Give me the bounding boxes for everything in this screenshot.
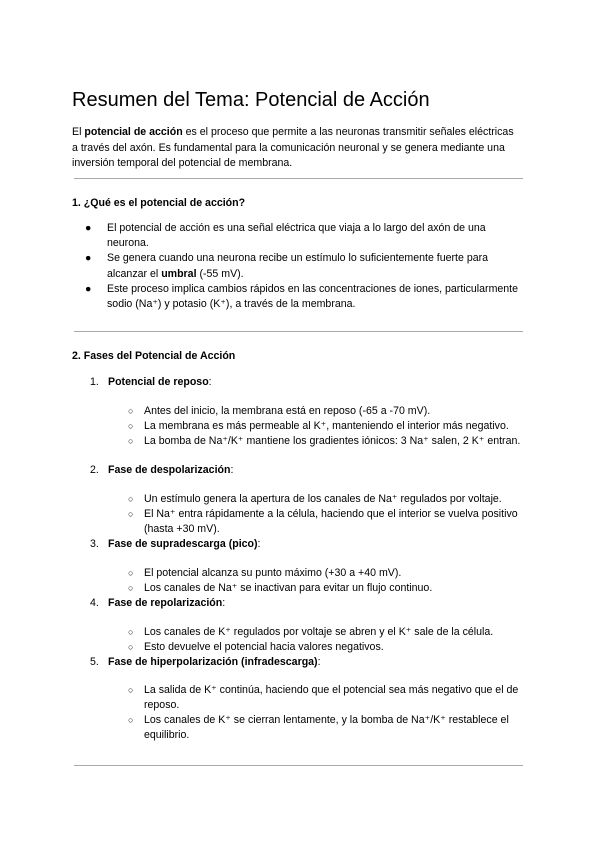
circle-bullet-icon: ○ [128,436,134,446]
intro-bold-term: potencial de acción [84,126,183,138]
phase-title-text: Fase de supradescarga (pico) [108,538,258,550]
divider-3 [74,765,523,766]
circle-bullet-icon: ○ [128,509,134,519]
phase-colon: : [317,656,321,668]
phase-colon: : [230,464,234,476]
list-item-text: Antes del inicio, la membrana está en reposo (-65 a -70 mV). [144,405,431,417]
list-item [72,640,524,655]
phase-4-list [72,625,524,655]
list-item-text: La salida de K⁺ continúa, haciendo que el potencial sea más negativo que el de reposo. [144,684,519,711]
list-item [72,434,524,449]
list-item-text: Los canales de K⁺ regulados por voltaje se abren y el K⁺ sale de la célula. [144,626,494,638]
list-item-text: La membrana es más permeable al K⁺, manteniendo el interior más negativo. [144,420,509,432]
circle-bullet-icon: ○ [128,583,134,593]
phase-title [108,463,233,478]
circle-bullet-icon: ○ [128,494,134,504]
phase-title [108,375,212,390]
list-item-text: Los canales de K⁺ se cierran lentamente, y la bomba de Na⁺/K⁺ restablece el equilibrio. [144,714,509,741]
list-item-text: Este proceso implica cambios rápidos en las concentraciones de iones, particularmente sodio (Na⁺) y potasio (K⁺), a través de la membrana. [107,282,519,311]
intro-text-start: El [72,126,85,138]
divider-2 [74,331,523,332]
phase-1-list [72,404,524,449]
circle-bullet-icon: ○ [128,406,134,416]
list-item-text: La bomba de Na⁺/K⁺ mantiene los gradientes iónicos: 3 Na⁺ salen, 2 K⁺ entran. [144,435,521,447]
bullet-icon: ● [85,252,92,265]
list-item-text: El potencial alcanza su punto máximo (+30 a +40 mV). [144,567,402,579]
phase-colon: : [208,376,212,388]
list-item [72,282,522,312]
list-item-text: (-55 mV). [196,267,244,280]
phase-number: 2. [90,464,99,476]
list-item [72,507,524,537]
section-1-list [72,221,522,312]
list-item-text: Los canales de Na⁺ se inactivan para evitar un flujo continuo. [144,582,433,594]
intro-text-end: es el proceso que permite a las neuronas transmitir señales eléctricas a través del axón. Es fundamental para la comunicación neuronal y se genera mediante una inversión temporal del potencial de membrana. [72,126,514,169]
list-item [72,566,524,581]
intro-paragraph [72,125,522,172]
list-item [72,221,522,251]
list-item [72,251,522,281]
circle-bullet-icon: ○ [128,568,134,578]
list-item [72,581,524,596]
list-item-text: Un estímulo genera la apertura de los canales de Na⁺ regulados por voltaje. [144,493,502,505]
list-item-text: El Na⁺ entra rápidamente a la célula, haciendo que el interior se vuelva positivo (hasta +30 mV). [144,508,518,535]
phase-colon: : [257,538,261,550]
circle-bullet-icon: ○ [128,627,134,637]
list-item [72,625,524,640]
bullet-icon: ● [85,222,92,234]
phase-2-list [72,492,524,537]
phase-number: 3. [90,538,99,550]
list-item [72,683,524,713]
phase-title-text: Fase de repolarización [108,597,223,609]
circle-bullet-icon: ○ [128,685,134,695]
phase-number: 1. [90,376,99,388]
phase-title [108,537,261,552]
phase-3-list [72,566,524,596]
phase-colon: : [222,597,226,609]
list-item-text: El potencial de acción es una señal eléctrica que viaja a lo largo del axón de una neurona. [107,222,486,250]
circle-bullet-icon: ○ [128,642,134,652]
phase-number: 5. [90,656,99,668]
phase-number: 4. [90,597,99,609]
list-item-text: Esto devuelve el potencial hacia valores negativos. [144,641,384,653]
phase-title-text: Fase de despolarización [108,464,231,476]
circle-bullet-icon: ○ [128,715,134,725]
divider-1 [74,178,523,179]
list-item-text: Se genera cuando una neurona recibe un estímulo lo suficientemente fuerte para alcanzar el [107,252,489,280]
page-title: Resumen del Tema: Potencial de Acción [72,89,430,111]
phase-5-list [72,683,524,743]
list-item [72,404,524,419]
circle-bullet-icon: ○ [128,421,134,431]
section-1-heading: 1. ¿Qué es el potencial de acción? [72,197,246,209]
phase-title [108,655,321,670]
section-2-heading: 2. Fases del Potencial de Acción [72,350,236,362]
list-item [72,492,524,507]
list-item [72,713,524,743]
list-item-bold-term: umbral [161,267,197,280]
phase-title-text: Potencial de reposo [108,376,209,388]
phase-title [108,596,225,611]
phase-title-text: Fase de hiperpolarización (infradescarga) [108,656,318,668]
bullet-icon: ● [85,282,92,295]
list-item [72,419,524,434]
